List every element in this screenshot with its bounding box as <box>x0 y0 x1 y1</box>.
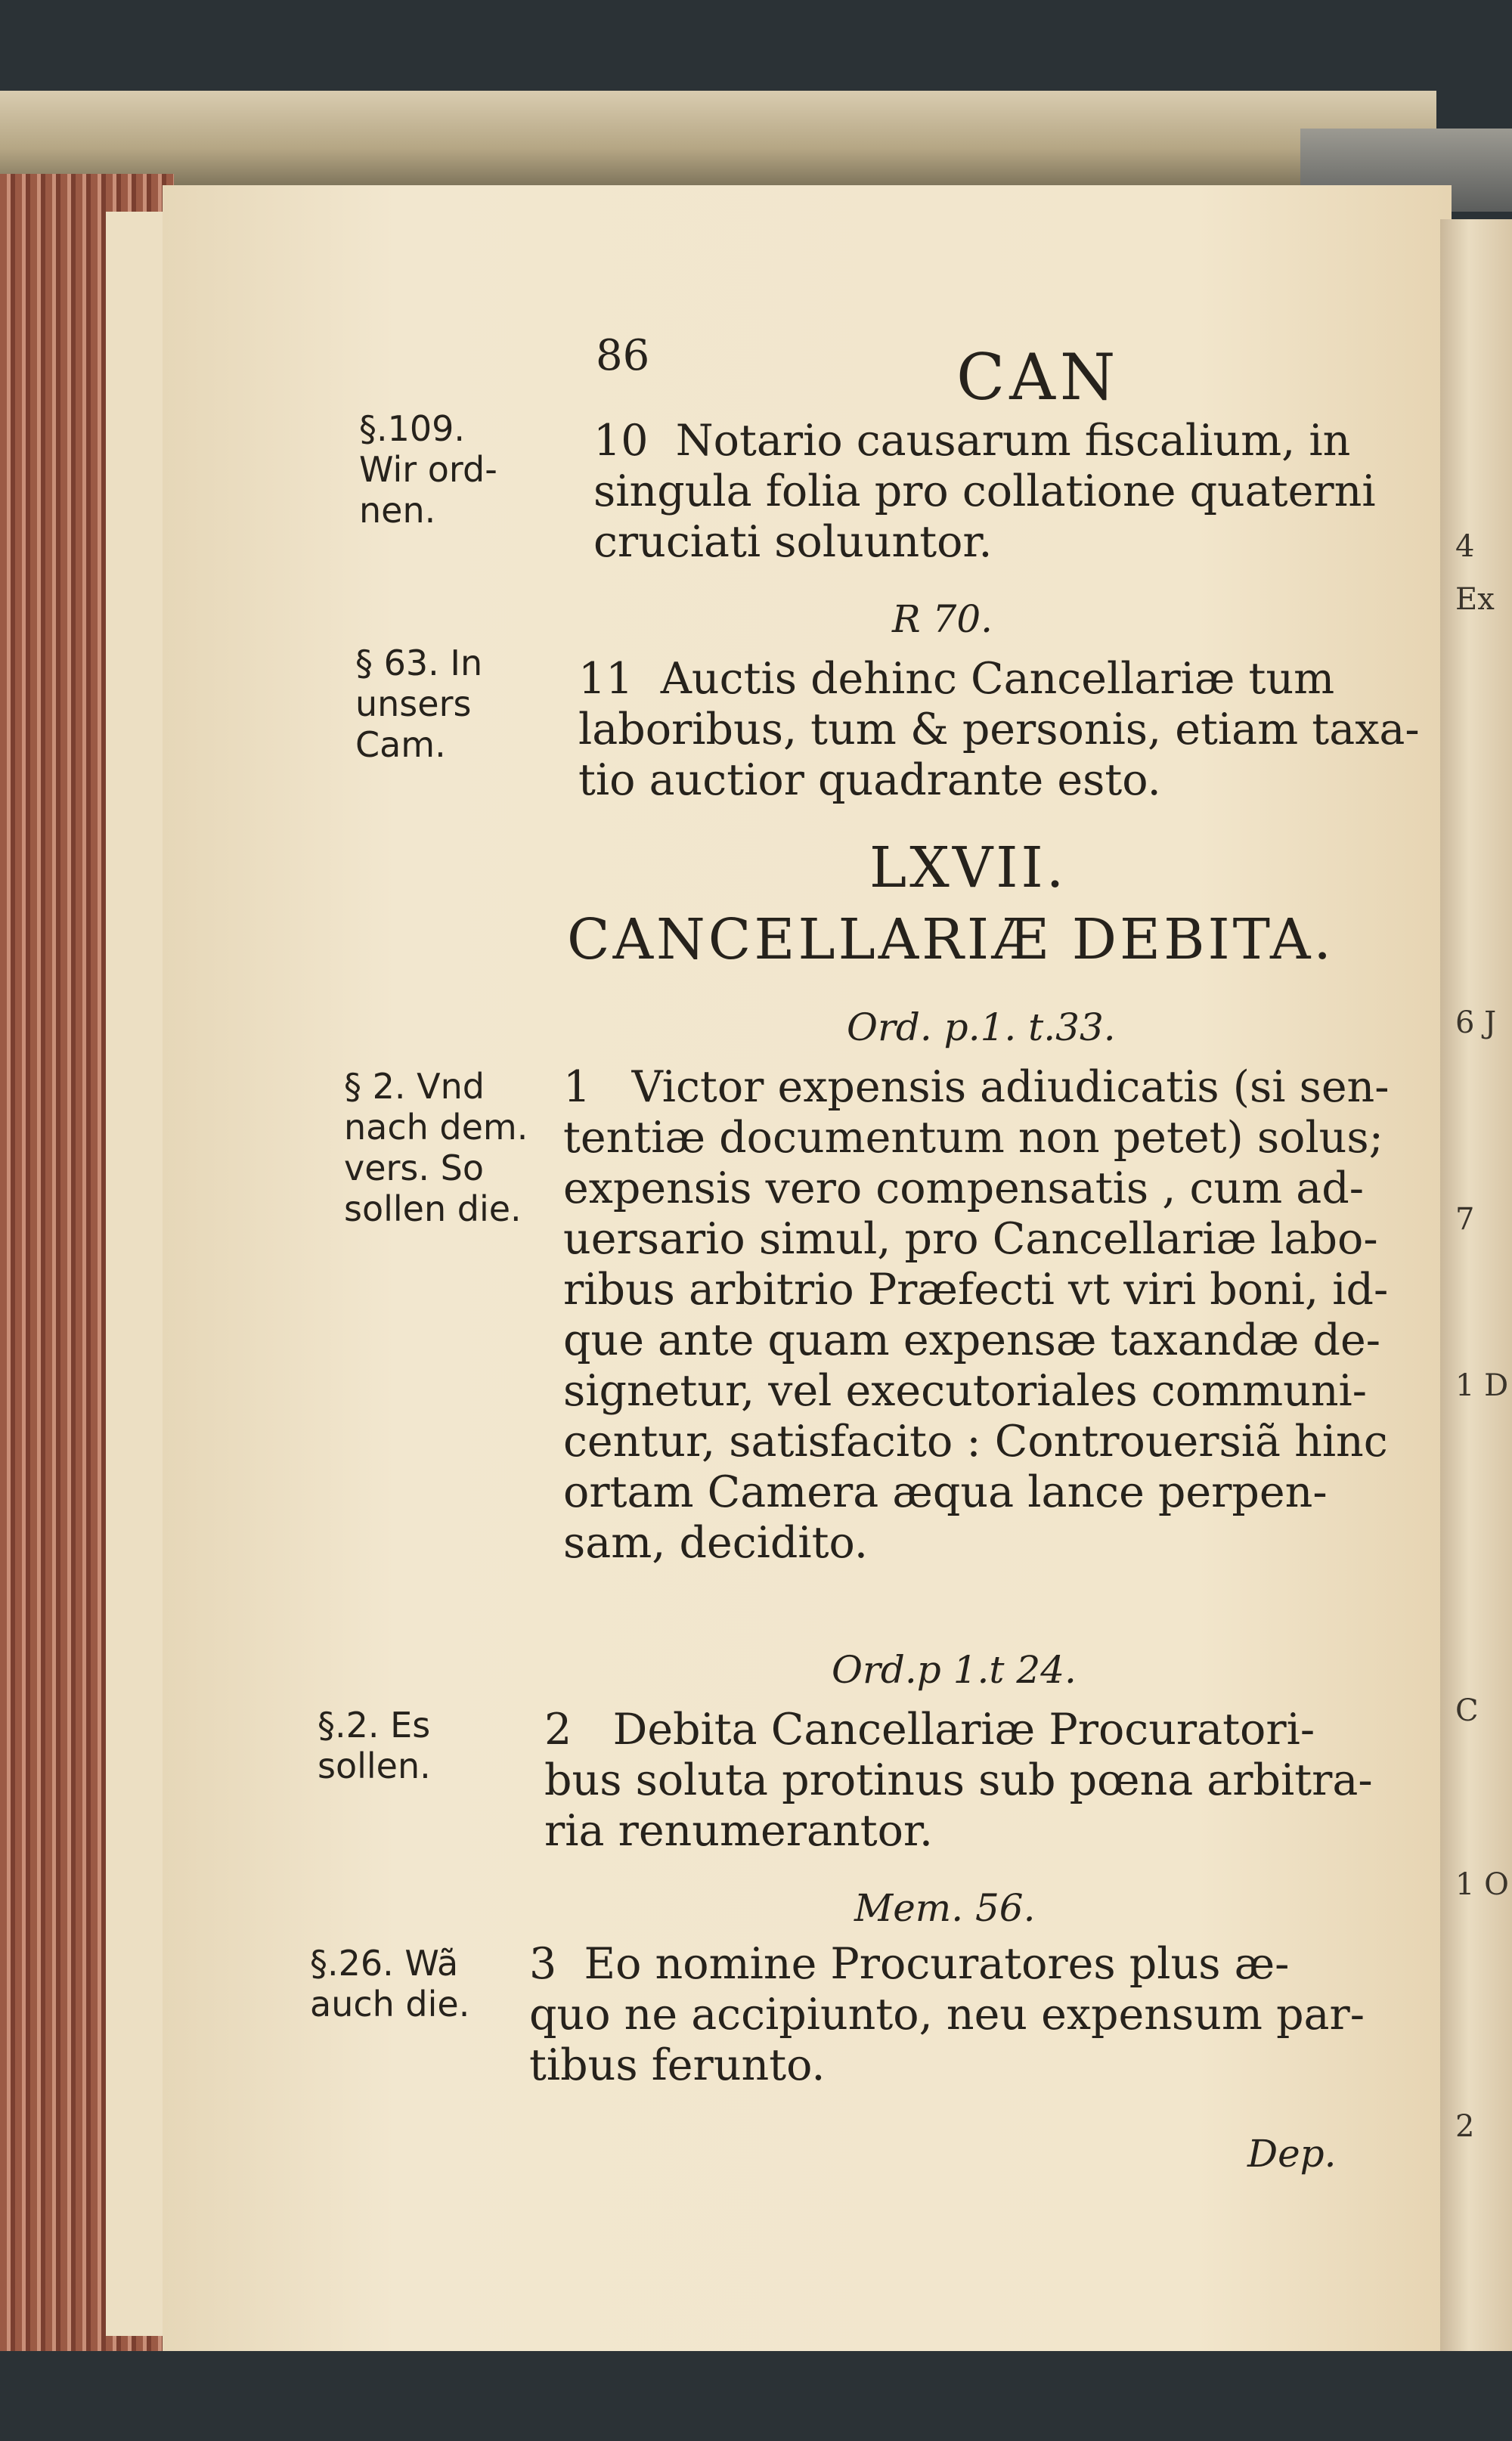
book-top-edge <box>0 91 1436 197</box>
chapter-title: CANCELLARIÆ DEBITA. <box>567 907 1334 972</box>
margin-note: § 63. In unsers Cam. <box>355 643 483 765</box>
reference-note: R 70. <box>892 597 993 641</box>
catchword: Dep. <box>1247 2132 1337 2176</box>
facing-page-fragment: 4 <box>1455 529 1475 564</box>
article-3: 3 Eo nomine Procuratores plus æ- quo ne accipiunto, neu expensum par- tibus ferunto. <box>529 1939 1365 2090</box>
facing-page-fragment: C <box>1455 1693 1479 1728</box>
reference-note: Ord.p 1.t 24. <box>832 1648 1077 1692</box>
paragraph-10: 10 Notario causarum fiscalium, in singula folia pro collatione quaterni cruciati soluuntor. <box>593 416 1376 567</box>
facing-page-fragment: 2 <box>1455 2109 1475 2144</box>
margin-note: §.26. Wã auch die. <box>310 1943 470 2024</box>
facing-page-edge <box>1440 219 1512 2381</box>
facing-page-fragment: 7 <box>1455 1202 1475 1237</box>
reference-note: Mem. 56. <box>854 1886 1036 1930</box>
facing-page-fragment: 6 J <box>1455 1005 1497 1040</box>
margin-note: § 2. Vnd nach dem. vers. So sollen die. <box>344 1066 528 1229</box>
facing-page-fragment: 1 D <box>1455 1368 1509 1403</box>
running-head: CAN <box>956 340 1120 414</box>
margin-note: §.2. Es sollen. <box>318 1705 431 1786</box>
paragraph-11: 11 Auctis dehinc Cancellariæ tum laboribus, tum & personis, etiam taxa- tio auctior quadrante esto. <box>578 654 1420 805</box>
facing-page-fragment: Ex <box>1455 582 1495 617</box>
article-2: 2 Debita Cancellariæ Procuratori- bus soluta protinus sub pœna arbitra- ria renumerantor. <box>544 1705 1373 1856</box>
background-bottom <box>0 2351 1512 2441</box>
page-number: 86 <box>596 331 650 380</box>
article-1: 1 Victor expensis adiudicatis (si sen- tentiæ documentum non petet) solus; expensis vero compensatis , cum ad- uersario simul, pro Cancellariæ labo- ribus arbitrio Præfecti vt viri boni, id- que ante quam expensæ taxandæ de- signetur, vel executoriales communi- centur, satisfacito : Controuersiã hinc ortam Camera æqua lance perpen- sam, decidito. <box>563 1062 1390 1568</box>
reference-note: Ord. p.1. t.33. <box>847 1005 1116 1049</box>
margin-note: §.109. Wir ord- nen. <box>359 408 497 531</box>
chapter-number: LXVII. <box>869 835 1067 900</box>
left-page-edge <box>106 212 169 2336</box>
facing-page-fragment: 1 O <box>1455 1867 1509 1902</box>
